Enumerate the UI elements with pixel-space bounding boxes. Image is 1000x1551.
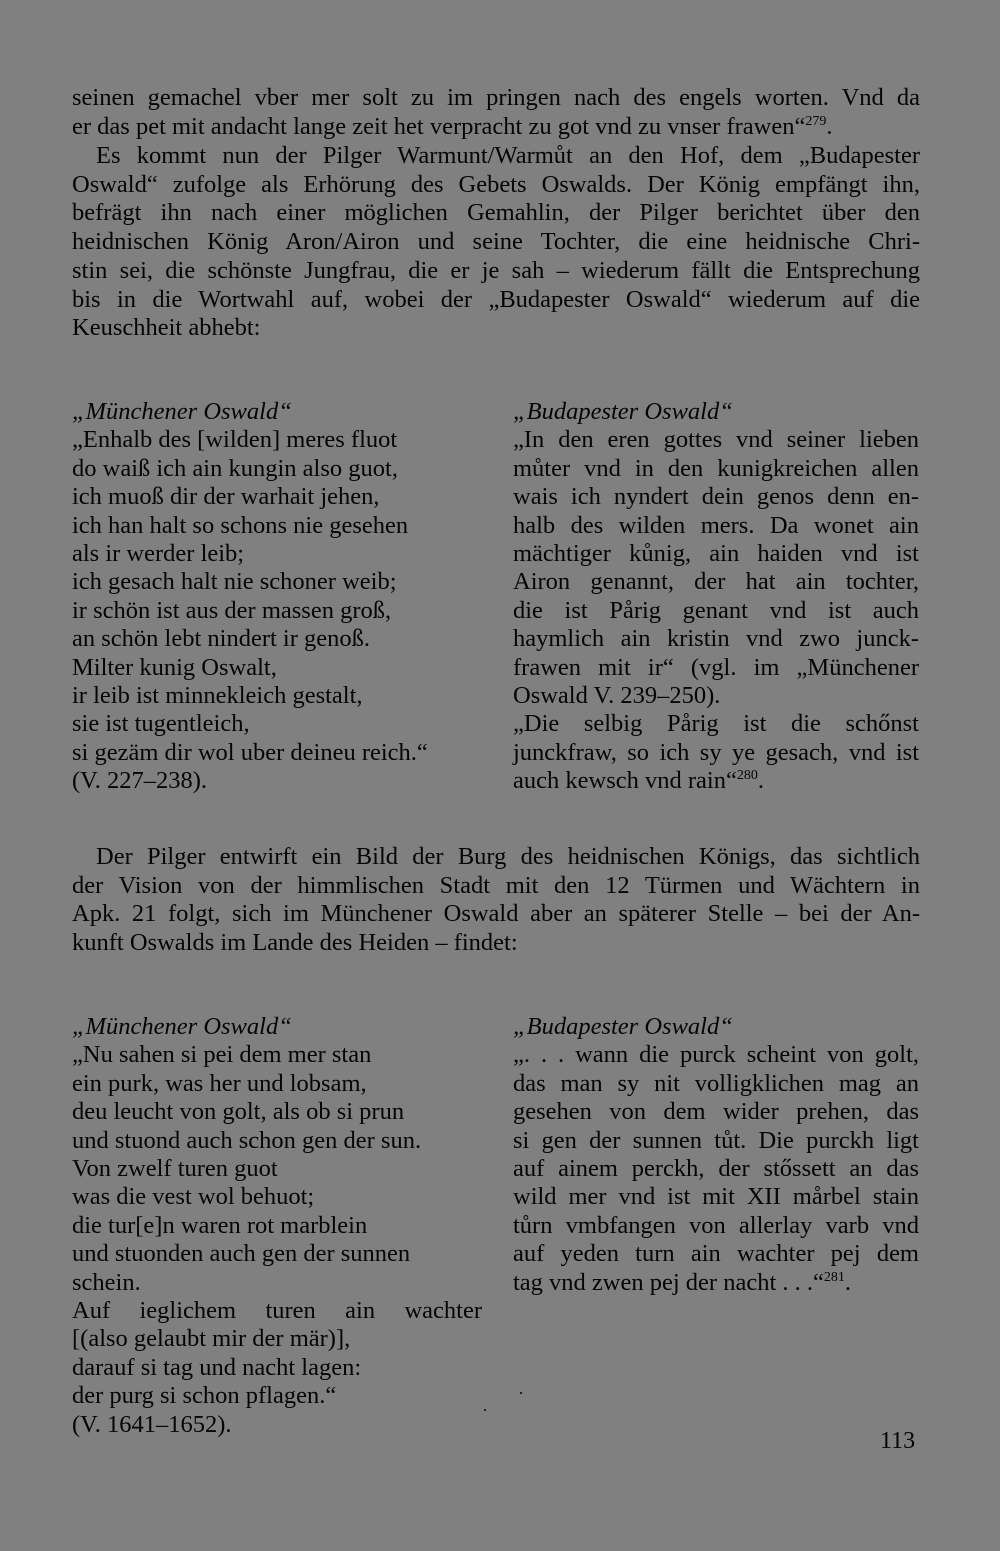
column-heading: „Münchener Oswald“ xyxy=(72,398,292,425)
prose-line: auf yeden turn ain wachter pej dem xyxy=(513,1240,919,1268)
verse-line: do waiß ich ain kungin also guot, xyxy=(72,454,398,482)
prose-line: die ist Pårig genant vnd ist auch xyxy=(513,596,919,624)
quote-column-budapester-1 xyxy=(513,398,919,796)
text-line: kunft Oswalds im Lande des Heiden – findet: xyxy=(72,929,518,957)
prose-line-content: tag vnd zwen pej der nacht . . .“ xyxy=(513,1268,824,1296)
prose-line: Oswald V. 239–250). xyxy=(513,682,721,710)
text-line: heidnischen König Aron/Airon und seine Tochter, die eine heidnische Chri- xyxy=(72,228,920,256)
verse-line: deu leucht von golt, als ob si prun xyxy=(72,1098,405,1126)
pilgrim-paragraph xyxy=(72,142,920,343)
footnote-ref: 279 xyxy=(805,113,827,129)
vision-paragraph xyxy=(72,843,920,958)
verse-line: ich han halt so schons nie gesehen xyxy=(72,511,409,539)
prose-line: halb des wilden mers. Da wonet ain xyxy=(513,511,919,539)
prose-line: Airon genannt, der hat ain tochter, xyxy=(513,568,919,596)
footnote-ref: 281 xyxy=(823,1269,845,1285)
text-line xyxy=(72,113,920,142)
prose-line: „In den eren gottes vnd seiner lieben xyxy=(513,426,919,454)
sentence-end: . xyxy=(757,767,764,795)
verse-line: si gezäm dir wol uber deineu reich.“ xyxy=(72,738,428,766)
verse-line: der purg si schon pflagen.“ xyxy=(72,1382,337,1410)
quote-column-muenchener-1 xyxy=(72,398,482,796)
column-heading: „Budapester Oswald“ xyxy=(513,398,733,425)
prose-line: auf ainem perckh, der stőssett an das xyxy=(513,1155,919,1183)
prose-line: das man sy nit volligklichen mag an xyxy=(513,1069,919,1097)
prose-line: junckfraw, so ich sy ye gesach, vnd ist xyxy=(513,738,919,766)
text-line: Oswald“ zufolge als Erhörung des Gebets Oswalds. Der König empfängt ihn, xyxy=(72,170,920,198)
scan-speck xyxy=(520,1392,522,1394)
verse-line: ich gesach halt nie schoner weib; xyxy=(72,568,397,596)
text-line: Keuschheit abhebt: xyxy=(72,314,261,342)
verse-line: als ir werder leib; xyxy=(72,540,245,568)
text-line: Es kommt nun der Pilger Warmunt/Warmůt an den Hof, dem „Budapester xyxy=(96,142,920,169)
prose-line: wais ich nyndert dein genos denn en- xyxy=(513,483,919,511)
verse-line: Milter kunig Oswalt, xyxy=(72,653,277,681)
text-line: der Vision von der himmlischen Stadt mit den 12 Türmen und Wächtern in xyxy=(72,871,920,899)
quote-column-budapester-2 xyxy=(513,1013,919,1297)
verse-line: die tur[e]n waren rot marblein xyxy=(72,1211,368,1239)
text-line: befrägt ihn nach einer möglichen Gemahlin, der Pilger berichtet über den xyxy=(72,199,920,227)
prose-line: wild mer vnd ist mit XII mårbel stain xyxy=(513,1183,919,1211)
prose-line: „. . . wann die purck scheint von golt, xyxy=(513,1041,919,1069)
prose-line: haymlich ain kristin vnd zwo junck- xyxy=(513,625,919,653)
text-line-content: er das pet mit andacht lange zeit het verpracht zu got vnd zu vnser frawen“ xyxy=(72,112,806,140)
prose-line: si gen der sunnen tůt. Die purckh ligt xyxy=(513,1126,919,1154)
intro-paragraph xyxy=(72,84,920,141)
verse-line: ir leib ist minnekleich gestalt, xyxy=(72,682,363,710)
verse-line: ich muoß dir der warhait jehen, xyxy=(72,483,380,511)
prose-line: frawen mit ir“ (vgl. im „Münchener xyxy=(513,653,919,681)
prose-line: gesehen von dem wider prehen, das xyxy=(513,1098,919,1126)
verse-line: ir schön ist aus der massen groß, xyxy=(72,596,392,624)
verse-line: Von zwelf turen guot xyxy=(72,1155,278,1183)
verse-line: sie ist tugentleich, xyxy=(72,710,250,738)
quote-column-muenchener-2 xyxy=(72,1013,482,1439)
footnote-ref: 280 xyxy=(736,768,758,784)
verse-line: was die vest wol behuot; xyxy=(72,1183,315,1211)
text-line: seinen gemachel vber mer solt zu im pringen nach des engels worten. Vnd da xyxy=(72,84,920,111)
verse-citation: (V. 1641–1652). xyxy=(72,1410,232,1438)
text-line: Apk. 21 folgt, sich im Münchener Oswald aber an späterer Stelle – bei der An- xyxy=(72,900,920,928)
sentence-end: . xyxy=(826,112,833,140)
verse-line: an schön lebt nindert ir genoß. xyxy=(72,625,371,653)
text-line: Der Pilger entwirft ein Bild der Burg des heidnischen Königs, das sichtlich xyxy=(96,843,920,870)
verse-line: schein. xyxy=(72,1268,141,1296)
verse-line: „Nu sahen si pei dem mer stan xyxy=(72,1041,372,1069)
column-heading: „Münchener Oswald“ xyxy=(72,1013,292,1040)
prose-line: mächtiger kůnig, ain haiden vnd ist xyxy=(513,540,919,568)
verse-citation: (V. 227–238). xyxy=(72,767,207,795)
text-line: bis in die Wortwahl auf, wobei der „Budapester Oswald“ wiederum auf die xyxy=(72,285,920,313)
page-number: 113 xyxy=(880,1428,916,1454)
text-line: stin sei, die schönste Jungfrau, die er je sah – wiederum fällt die Entsprechung xyxy=(72,256,920,284)
prose-line xyxy=(513,767,919,795)
prose-line: můter vnd in den kunigkreichen allen xyxy=(513,454,919,482)
column-heading: „Budapester Oswald“ xyxy=(513,1013,733,1040)
verse-line: und stuonden auch gen der sunnen xyxy=(72,1240,411,1268)
verse-line: „Enhalb des [wilden] meres fluot xyxy=(72,426,398,454)
verse-line: ein purk, was her und lobsam, xyxy=(72,1069,367,1097)
verse-line: Auf ieglichem turen ain wachter xyxy=(72,1297,482,1325)
prose-line: „Die selbig Pårig ist die schőnst xyxy=(513,710,919,738)
prose-line-content: auch kewsch vnd rain“ xyxy=(513,767,737,795)
prose-line: tůrn vmbfangen von allerlay varb vnd xyxy=(513,1211,919,1239)
scan-speck xyxy=(484,1409,486,1411)
verse-line: und stuond auch schon gen der sun. xyxy=(72,1126,422,1154)
prose-line xyxy=(513,1269,919,1297)
sentence-end: . xyxy=(844,1268,852,1296)
verse-line: [(also gelaubt mir der mär)], xyxy=(72,1325,351,1353)
verse-line: darauf si tag und nacht lagen: xyxy=(72,1353,362,1381)
